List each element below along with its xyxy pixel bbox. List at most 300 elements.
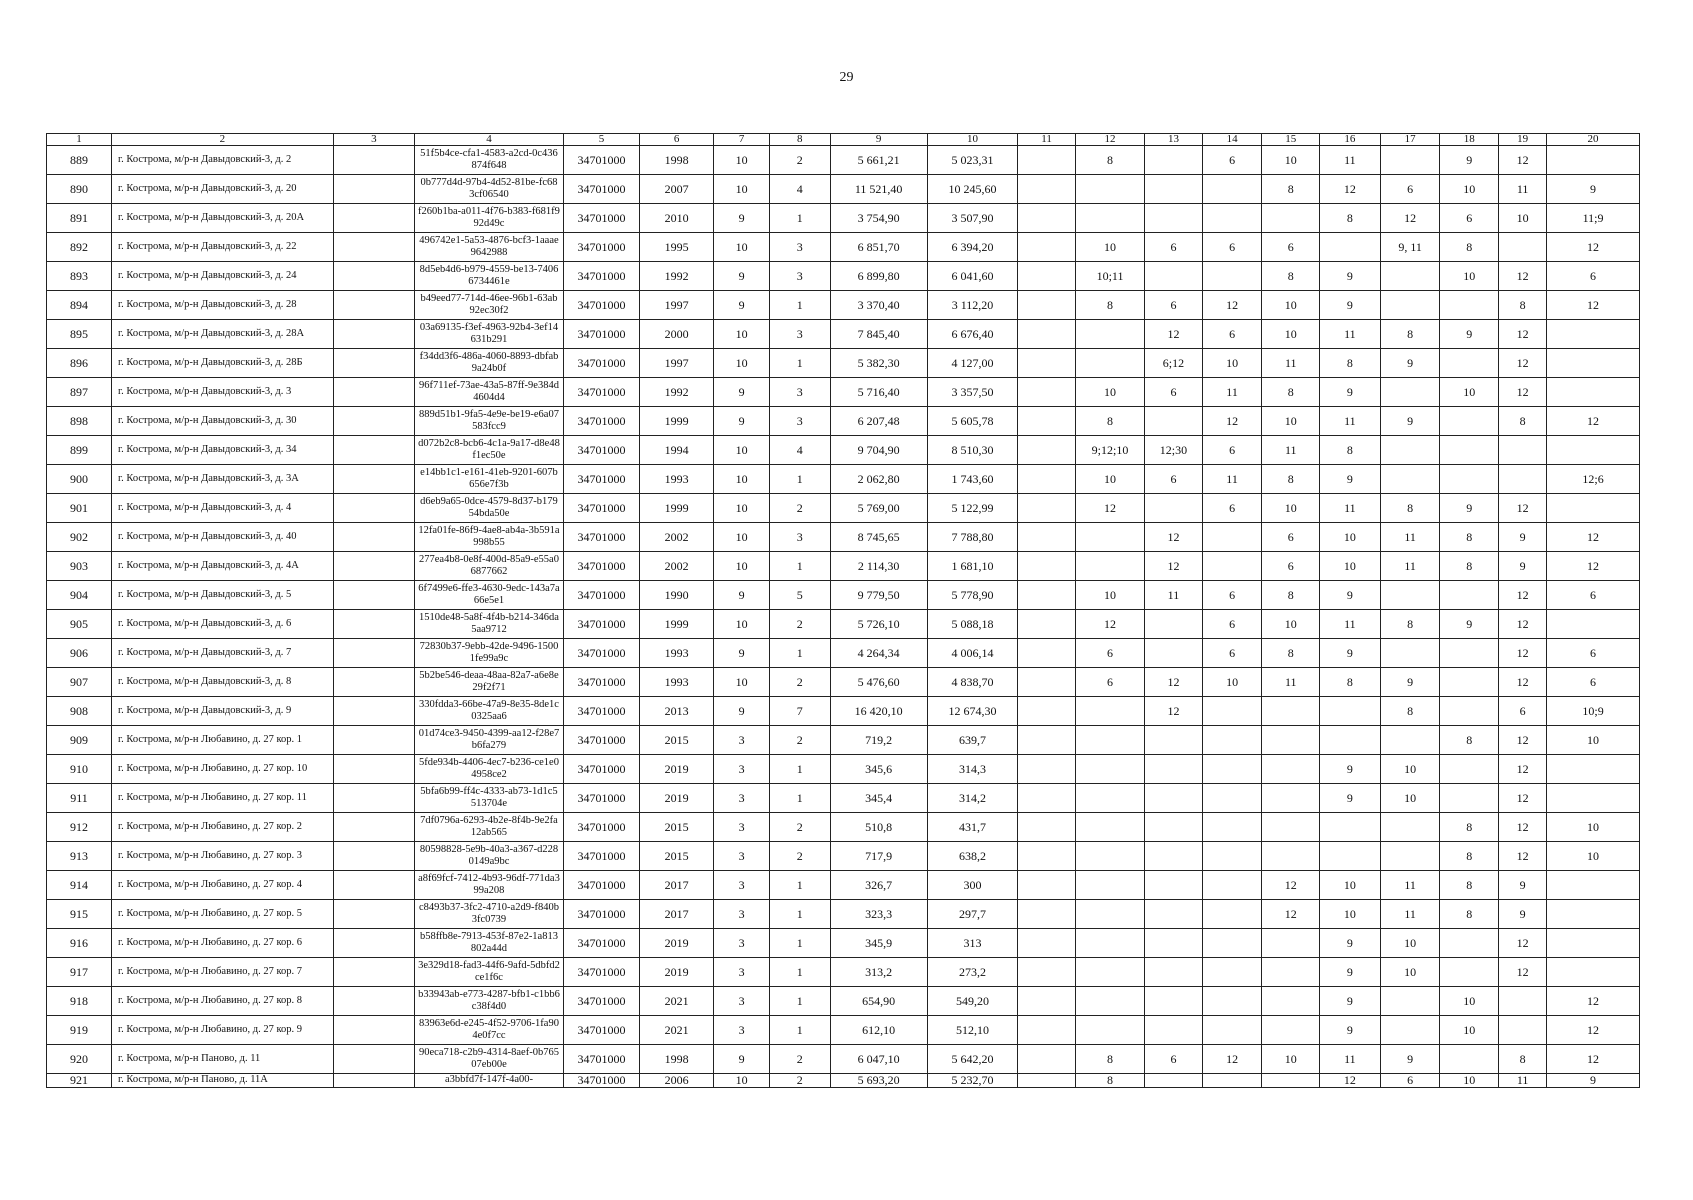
cell-column-18 (1440, 465, 1499, 494)
cell-column-18: 9 (1440, 146, 1499, 175)
cell-living-area: 297,7 (927, 900, 1018, 929)
column-header-10: 10 (927, 134, 1018, 146)
cell-column-17 (1380, 813, 1440, 842)
cell-column-3 (333, 552, 414, 581)
cell-address: г. Кострома, м/р-н Давыдовский-3, д. 28 (112, 291, 334, 320)
cell-oktmo-code: 34701000 (564, 204, 640, 233)
cell-build-year: 2019 (639, 755, 714, 784)
cell-column-15 (1262, 958, 1320, 987)
cell-column-13 (1145, 813, 1203, 842)
cell-column-14: 6 (1202, 436, 1262, 465)
cell-column-11 (1018, 726, 1076, 755)
cell-living-area: 4 006,14 (927, 639, 1018, 668)
cell-living-area: 6 041,60 (927, 262, 1018, 291)
cell-oktmo-code: 34701000 (564, 146, 640, 175)
column-header-4: 4 (414, 134, 563, 146)
cell-column-17: 11 (1380, 871, 1440, 900)
cell-column-16: 9 (1320, 639, 1381, 668)
cell-column-3 (333, 378, 414, 407)
cell-floors: 10 (714, 146, 769, 175)
cell-column-14: 10 (1202, 668, 1262, 697)
cell-floors: 9 (714, 1045, 769, 1074)
cell-column-15: 8 (1262, 262, 1320, 291)
cell-address: г. Кострома, м/р-н Любавино, д. 27 кор. 2 (112, 813, 334, 842)
cell-build-year: 1997 (639, 349, 714, 378)
cell-oktmo-code: 34701000 (564, 320, 640, 349)
cell-fias-guid: e14bb1c1-e161-41eb-9201-607b656e7f3b (414, 465, 563, 494)
cell-column-18 (1440, 668, 1499, 697)
cell-address: г. Кострома, м/р-н Давыдовский-3, д. 2 (112, 146, 334, 175)
cell-living-area: 1 743,60 (927, 465, 1018, 494)
cell-column-14 (1202, 929, 1262, 958)
cell-column-11 (1018, 1074, 1076, 1088)
cell-column-20: 12 (1547, 291, 1640, 320)
cell-living-area: 5 232,70 (927, 1074, 1018, 1088)
cell-entrances: 2 (769, 494, 830, 523)
cell-floors: 9 (714, 204, 769, 233)
cell-column-12: 6 (1075, 668, 1144, 697)
cell-living-area: 5 778,90 (927, 581, 1018, 610)
cell-row-number: 897 (47, 378, 112, 407)
cell-oktmo-code: 34701000 (564, 349, 640, 378)
cell-floors: 10 (714, 610, 769, 639)
cell-column-16: 10 (1320, 871, 1381, 900)
cell-column-12: 9;12;10 (1075, 436, 1144, 465)
cell-column-15: 8 (1262, 378, 1320, 407)
cell-build-year: 2010 (639, 204, 714, 233)
cell-column-14: 10 (1202, 349, 1262, 378)
cell-column-20: 12 (1547, 1045, 1640, 1074)
cell-column-15: 12 (1262, 871, 1320, 900)
cell-column-20: 12 (1547, 552, 1640, 581)
table-row (47, 204, 1640, 233)
cell-column-15: 10 (1262, 407, 1320, 436)
cell-oktmo-code: 34701000 (564, 262, 640, 291)
cell-fias-guid: 496742e1-5a53-4876-bcf3-1aaae9642988 (414, 233, 563, 262)
housing-registry-table (46, 133, 1640, 1088)
cell-build-year: 1990 (639, 581, 714, 610)
cell-entrances: 1 (769, 958, 830, 987)
cell-column-15: 10 (1262, 291, 1320, 320)
cell-column-16 (1320, 726, 1381, 755)
cell-column-14 (1202, 204, 1262, 233)
cell-build-year: 1993 (639, 465, 714, 494)
cell-living-area: 314,3 (927, 755, 1018, 784)
cell-column-15 (1262, 697, 1320, 726)
cell-living-area: 638,2 (927, 842, 1018, 871)
column-header-16: 16 (1320, 134, 1381, 146)
cell-build-year: 1992 (639, 262, 714, 291)
cell-oktmo-code: 34701000 (564, 1016, 640, 1045)
cell-column-11 (1018, 146, 1076, 175)
cell-build-year: 2019 (639, 929, 714, 958)
cell-column-14: 11 (1202, 378, 1262, 407)
cell-column-16: 8 (1320, 436, 1381, 465)
cell-column-3 (333, 146, 414, 175)
cell-floors: 10 (714, 668, 769, 697)
table-row (47, 1016, 1640, 1045)
cell-column-17 (1380, 262, 1440, 291)
cell-address: г. Кострома, м/р-н Давыдовский-3, д. 9 (112, 697, 334, 726)
cell-column-3 (333, 813, 414, 842)
cell-column-20 (1547, 871, 1640, 900)
cell-row-number: 915 (47, 900, 112, 929)
cell-build-year: 2013 (639, 697, 714, 726)
cell-fias-guid: 90eca718-c2b9-4314-8aef-0b76507eb00e (414, 1045, 563, 1074)
cell-fias-guid: f34dd3f6-486a-4060-8893-dbfab9a24b0f (414, 349, 563, 378)
cell-column-18: 9 (1440, 610, 1499, 639)
cell-column-15 (1262, 929, 1320, 958)
cell-address: г. Кострома, м/р-н Любавино, д. 27 кор. 7 (112, 958, 334, 987)
cell-column-14 (1202, 813, 1262, 842)
cell-column-12: 8 (1075, 1045, 1144, 1074)
column-header-14: 14 (1202, 134, 1262, 146)
cell-floors: 10 (714, 494, 769, 523)
cell-column-18: 10 (1440, 175, 1499, 204)
cell-column-18 (1440, 697, 1499, 726)
cell-fias-guid: 01d74ce3-9450-4399-aa12-f28e7b6fa279 (414, 726, 563, 755)
cell-column-3 (333, 291, 414, 320)
cell-build-year: 2007 (639, 175, 714, 204)
cell-column-11 (1018, 929, 1076, 958)
cell-entrances: 3 (769, 378, 830, 407)
cell-column-13: 6 (1145, 1045, 1203, 1074)
cell-column-19 (1499, 987, 1547, 1016)
cell-entrances: 2 (769, 813, 830, 842)
cell-row-number: 904 (47, 581, 112, 610)
cell-fias-guid: b58ffb8e-7913-453f-87e2-1a813802a44d (414, 929, 563, 958)
table-row (47, 1045, 1640, 1074)
cell-column-17 (1380, 291, 1440, 320)
cell-build-year: 2015 (639, 842, 714, 871)
cell-column-3 (333, 1016, 414, 1045)
cell-row-number: 917 (47, 958, 112, 987)
cell-column-18: 9 (1440, 494, 1499, 523)
cell-row-number: 893 (47, 262, 112, 291)
cell-column-17 (1380, 378, 1440, 407)
cell-column-16: 12 (1320, 1074, 1381, 1088)
cell-column-17 (1380, 436, 1440, 465)
cell-floors: 3 (714, 987, 769, 1016)
cell-row-number: 918 (47, 987, 112, 1016)
cell-living-area: 314,2 (927, 784, 1018, 813)
cell-column-17: 9 (1380, 668, 1440, 697)
cell-address: г. Кострома, м/р-н Давыдовский-3, д. 5 (112, 581, 334, 610)
cell-column-19: 12 (1499, 146, 1547, 175)
cell-column-12: 8 (1075, 407, 1144, 436)
cell-column-18 (1440, 291, 1499, 320)
cell-column-11 (1018, 958, 1076, 987)
cell-oktmo-code: 34701000 (564, 871, 640, 900)
cell-column-20 (1547, 929, 1640, 958)
cell-living-area: 5 122,99 (927, 494, 1018, 523)
cell-column-19: 12 (1499, 755, 1547, 784)
cell-column-20: 10 (1547, 726, 1640, 755)
cell-column-3 (333, 900, 414, 929)
cell-row-number: 903 (47, 552, 112, 581)
cell-total-area: 5 726,10 (830, 610, 927, 639)
cell-column-19: 9 (1499, 871, 1547, 900)
cell-column-17 (1380, 1016, 1440, 1045)
cell-column-16: 11 (1320, 494, 1381, 523)
cell-column-12: 8 (1075, 146, 1144, 175)
cell-address: г. Кострома, м/р-н Давыдовский-3, д. 4А (112, 552, 334, 581)
cell-column-19: 12 (1499, 378, 1547, 407)
column-header-11: 11 (1018, 134, 1076, 146)
cell-column-16: 11 (1320, 146, 1381, 175)
column-number-header (47, 134, 1640, 146)
cell-column-13 (1145, 1074, 1203, 1088)
cell-build-year: 1993 (639, 639, 714, 668)
cell-column-11 (1018, 407, 1076, 436)
cell-column-17: 8 (1380, 494, 1440, 523)
cell-floors: 3 (714, 1016, 769, 1045)
cell-column-14: 6 (1202, 320, 1262, 349)
cell-oktmo-code: 34701000 (564, 175, 640, 204)
table-row (47, 842, 1640, 871)
cell-column-12 (1075, 755, 1144, 784)
table-row (47, 378, 1640, 407)
cell-column-16: 9 (1320, 581, 1381, 610)
table-row (47, 146, 1640, 175)
cell-column-13: 6 (1145, 465, 1203, 494)
table-row (47, 784, 1640, 813)
cell-entrances: 1 (769, 204, 830, 233)
cell-entrances: 1 (769, 291, 830, 320)
cell-column-11 (1018, 436, 1076, 465)
cell-column-12 (1075, 552, 1144, 581)
cell-column-15: 10 (1262, 320, 1320, 349)
cell-column-14 (1202, 987, 1262, 1016)
cell-build-year: 2017 (639, 871, 714, 900)
cell-column-18 (1440, 958, 1499, 987)
cell-column-13 (1145, 204, 1203, 233)
cell-column-13 (1145, 610, 1203, 639)
table-row (47, 958, 1640, 987)
cell-row-number: 910 (47, 755, 112, 784)
cell-living-area: 1 681,10 (927, 552, 1018, 581)
column-header-19: 19 (1499, 134, 1547, 146)
cell-column-13 (1145, 726, 1203, 755)
cell-address: г. Кострома, м/р-н Давыдовский-3, д. 20 (112, 175, 334, 204)
cell-living-area: 6 394,20 (927, 233, 1018, 262)
cell-column-11 (1018, 871, 1076, 900)
table-row (47, 291, 1640, 320)
cell-build-year: 2021 (639, 987, 714, 1016)
cell-column-14 (1202, 175, 1262, 204)
cell-column-19: 12 (1499, 262, 1547, 291)
cell-column-14: 6 (1202, 146, 1262, 175)
cell-column-18 (1440, 784, 1499, 813)
cell-build-year: 2015 (639, 726, 714, 755)
cell-column-13 (1145, 842, 1203, 871)
cell-column-11 (1018, 175, 1076, 204)
cell-row-number: 896 (47, 349, 112, 378)
cell-address: г. Кострома, м/р-н Любавино, д. 27 кор. 1 (112, 726, 334, 755)
cell-column-11 (1018, 610, 1076, 639)
cell-column-11 (1018, 1016, 1076, 1045)
cell-column-16: 8 (1320, 204, 1381, 233)
table-row (47, 987, 1640, 1016)
cell-column-11 (1018, 813, 1076, 842)
cell-living-area: 431,7 (927, 813, 1018, 842)
cell-column-17: 11 (1380, 552, 1440, 581)
cell-column-17: 10 (1380, 755, 1440, 784)
cell-column-20: 12 (1547, 1016, 1640, 1045)
cell-row-number: 916 (47, 929, 112, 958)
cell-floors: 10 (714, 523, 769, 552)
cell-total-area: 9 779,50 (830, 581, 927, 610)
cell-column-12 (1075, 958, 1144, 987)
cell-total-area: 2 114,30 (830, 552, 927, 581)
cell-column-20 (1547, 378, 1640, 407)
cell-column-11 (1018, 204, 1076, 233)
cell-oktmo-code: 34701000 (564, 842, 640, 871)
cell-column-14 (1202, 523, 1262, 552)
cell-address: г. Кострома, м/р-н Любавино, д. 27 кор. 11 (112, 784, 334, 813)
cell-column-14: 11 (1202, 465, 1262, 494)
cell-column-17: 10 (1380, 929, 1440, 958)
cell-oktmo-code: 34701000 (564, 1074, 640, 1088)
cell-column-19 (1499, 436, 1547, 465)
cell-total-area: 16 420,10 (830, 697, 927, 726)
cell-column-11 (1018, 581, 1076, 610)
cell-total-area: 3 370,40 (830, 291, 927, 320)
cell-column-3 (333, 871, 414, 900)
cell-total-area: 9 704,90 (830, 436, 927, 465)
cell-column-13: 12;30 (1145, 436, 1203, 465)
cell-column-3 (333, 1074, 414, 1088)
cell-floors: 10 (714, 465, 769, 494)
cell-column-3 (333, 320, 414, 349)
cell-build-year: 1999 (639, 610, 714, 639)
cell-column-19 (1499, 233, 1547, 262)
cell-column-11 (1018, 494, 1076, 523)
cell-build-year: 1994 (639, 436, 714, 465)
cell-entrances: 1 (769, 784, 830, 813)
cell-living-area: 5 023,31 (927, 146, 1018, 175)
cell-column-11 (1018, 523, 1076, 552)
cell-column-16: 8 (1320, 668, 1381, 697)
cell-floors: 10 (714, 1074, 769, 1088)
cell-column-15 (1262, 204, 1320, 233)
cell-column-11 (1018, 320, 1076, 349)
cell-oktmo-code: 34701000 (564, 523, 640, 552)
cell-column-19: 12 (1499, 639, 1547, 668)
cell-column-19: 12 (1499, 320, 1547, 349)
cell-column-13 (1145, 407, 1203, 436)
cell-column-18 (1440, 349, 1499, 378)
cell-oktmo-code: 34701000 (564, 610, 640, 639)
cell-column-14: 6 (1202, 233, 1262, 262)
cell-fias-guid: 3e329d18-fad3-44f6-9afd-5dbfd2ce1f6c (414, 958, 563, 987)
cell-column-3 (333, 697, 414, 726)
cell-address: г. Кострома, м/р-н Давыдовский-3, д. 7 (112, 639, 334, 668)
cell-floors: 10 (714, 233, 769, 262)
cell-oktmo-code: 34701000 (564, 436, 640, 465)
cell-oktmo-code: 34701000 (564, 784, 640, 813)
cell-row-number: 898 (47, 407, 112, 436)
cell-column-19: 11 (1499, 1074, 1547, 1088)
cell-column-20: 10 (1547, 813, 1640, 842)
cell-column-12 (1075, 987, 1144, 1016)
cell-column-18: 10 (1440, 987, 1499, 1016)
cell-column-12: 10 (1075, 378, 1144, 407)
cell-column-19: 12 (1499, 349, 1547, 378)
cell-address: г. Кострома, м/р-н Давыдовский-3, д. 20А (112, 204, 334, 233)
cell-floors: 9 (714, 581, 769, 610)
cell-fias-guid: b33943ab-e773-4287-bfb1-c1bb6c38f4d0 (414, 987, 563, 1016)
cell-column-20: 6 (1547, 581, 1640, 610)
cell-floors: 9 (714, 407, 769, 436)
column-header-13: 13 (1145, 134, 1203, 146)
cell-column-3 (333, 958, 414, 987)
cell-column-3 (333, 1045, 414, 1074)
cell-floors: 9 (714, 639, 769, 668)
cell-column-13 (1145, 146, 1203, 175)
table-row (47, 697, 1640, 726)
cell-column-18: 6 (1440, 204, 1499, 233)
cell-column-20: 12;6 (1547, 465, 1640, 494)
cell-column-16 (1320, 813, 1381, 842)
cell-fias-guid: 7df0796a-6293-4b2e-8f4b-9e2fa12ab565 (414, 813, 563, 842)
cell-entrances: 4 (769, 436, 830, 465)
cell-address: г. Кострома, м/р-н Давыдовский-3, д. 8 (112, 668, 334, 697)
cell-oktmo-code: 34701000 (564, 465, 640, 494)
cell-row-number: 906 (47, 639, 112, 668)
cell-build-year: 1999 (639, 494, 714, 523)
cell-column-11 (1018, 1045, 1076, 1074)
cell-oktmo-code: 34701000 (564, 987, 640, 1016)
cell-column-15: 6 (1262, 523, 1320, 552)
table-row (47, 494, 1640, 523)
cell-address: г. Кострома, м/р-н Давыдовский-3, д. 22 (112, 233, 334, 262)
cell-oktmo-code: 34701000 (564, 813, 640, 842)
cell-total-area: 612,10 (830, 1016, 927, 1045)
cell-column-14 (1202, 552, 1262, 581)
cell-row-number: 899 (47, 436, 112, 465)
cell-column-16: 9 (1320, 784, 1381, 813)
cell-column-3 (333, 842, 414, 871)
cell-oktmo-code: 34701000 (564, 726, 640, 755)
cell-build-year: 2002 (639, 552, 714, 581)
cell-row-number: 894 (47, 291, 112, 320)
cell-address: г. Кострома, м/р-н Любавино, д. 27 кор. 10 (112, 755, 334, 784)
cell-column-14 (1202, 900, 1262, 929)
cell-total-area: 5 716,40 (830, 378, 927, 407)
cell-total-area: 719,2 (830, 726, 927, 755)
cell-address: г. Кострома, м/р-н Давыдовский-3, д. 34 (112, 436, 334, 465)
cell-column-19: 9 (1499, 552, 1547, 581)
cell-row-number: 901 (47, 494, 112, 523)
cell-row-number: 892 (47, 233, 112, 262)
cell-floors: 9 (714, 291, 769, 320)
cell-living-area: 5 642,20 (927, 1045, 1018, 1074)
cell-fias-guid: 83963e6d-e245-4f52-9706-1fa904e0f7cc (414, 1016, 563, 1045)
cell-column-12: 10 (1075, 465, 1144, 494)
cell-entrances: 2 (769, 842, 830, 871)
page-number: 29 (839, 70, 854, 85)
cell-address: г. Кострома, м/р-н Любавино, д. 27 кор. 3 (112, 842, 334, 871)
cell-column-13: 12 (1145, 552, 1203, 581)
cell-column-19: 12 (1499, 842, 1547, 871)
cell-column-17: 12 (1380, 204, 1440, 233)
cell-column-3 (333, 581, 414, 610)
column-header-9: 9 (830, 134, 927, 146)
cell-column-18: 9 (1440, 320, 1499, 349)
cell-column-18: 8 (1440, 726, 1499, 755)
table-row (47, 755, 1640, 784)
